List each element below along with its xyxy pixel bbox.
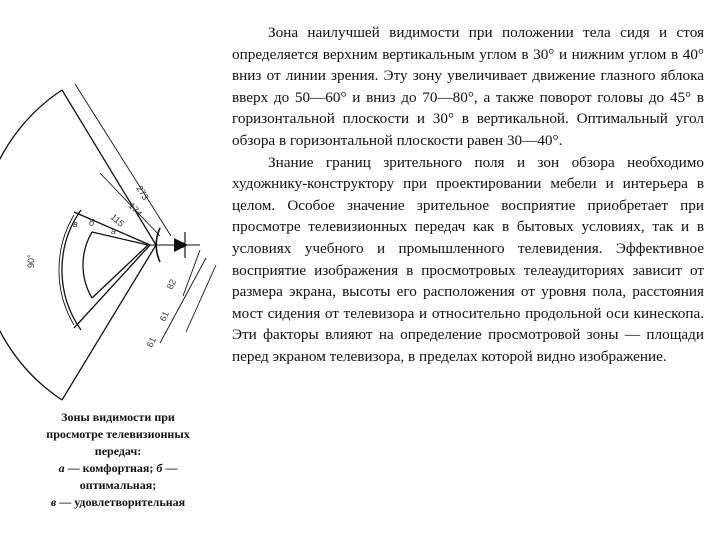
caption-line-1: Зоны видимости при	[61, 410, 175, 424]
dim-label-273: 273	[134, 183, 151, 202]
inner-zone-arc	[83, 232, 92, 298]
caption-satisfactory-text: — удовлетворительная	[56, 495, 186, 509]
dim-label-82: 82	[164, 277, 179, 291]
caption-line-2: просмотре телевизионных	[46, 427, 190, 441]
caption-letter-a: а	[58, 461, 65, 475]
dimension-line-61-a	[157, 258, 206, 343]
caption-line-4	[28, 460, 208, 477]
dim-label-61-b: 61	[144, 335, 159, 349]
dim-label-61-a: 61	[157, 309, 172, 323]
outer-zone-arc	[0, 90, 62, 400]
zone-letter-v: в	[73, 219, 78, 229]
dim-label-174: 174	[126, 200, 145, 219]
caption-line-3: передач:	[94, 444, 142, 458]
dimension-line-273	[75, 84, 171, 236]
zone-letter-b: б	[89, 218, 95, 228]
paragraph-design-knowledge: Знание границ зрительного поля и зон обзора необходимо художнику-конструктору при проектировании мебели и интерьера в целом. Особое значение зрительное восприятие приобретает при просмотре телевизионных передач как в бытовых условиях, так и в условиях учебного и промышленного телевидения. Эффективное восприятие изображения в просмотровых телеаудиториях зависит от размера экрана, высоты его расположения от уровня пола, расстояния мост сидения от телевизора и относительно продольной оси кинескопа. Эти факторы влияют на определение просмотровой зоны — площади перед экраном телевизора, в пределах которой видно изображение.	[232, 153, 704, 365]
zone-letter-a: a	[111, 226, 117, 236]
middle-zone-arc	[62, 210, 81, 330]
caption-dash-text: —	[162, 461, 178, 475]
caption-line-5: оптимальная;	[79, 478, 157, 492]
middle-zone-lower-edge	[74, 245, 150, 328]
viewing-zones-diagram	[0, 0, 230, 410]
body-text	[232, 22, 704, 368]
figure-caption	[28, 409, 208, 511]
caption-letter-v: в	[50, 495, 57, 509]
caption-comfort-text: — комфортная;	[64, 461, 157, 475]
dim-label-115: 115	[108, 211, 127, 229]
angle-label-90: 90°	[26, 254, 36, 268]
caption-line-6	[28, 494, 208, 511]
caption-letter-b: б	[156, 461, 163, 475]
paragraph-visibility-zone: Зона наилучшей видимости при положении тела сидя и стоя определяется верхним вертикальным углом в 30° и нижним углом в 40° вниз от линии зрения. Эту зону увеличивает движение глазного яблока вверх до 50—60° и вниз до 70—80°, а также поворот головы до 45° в горизонтальной плоскости и 30° в вертикальной. Оптимальный угол обзора в горизонтальной плоскости равен 30—40°.	[232, 24, 704, 149]
